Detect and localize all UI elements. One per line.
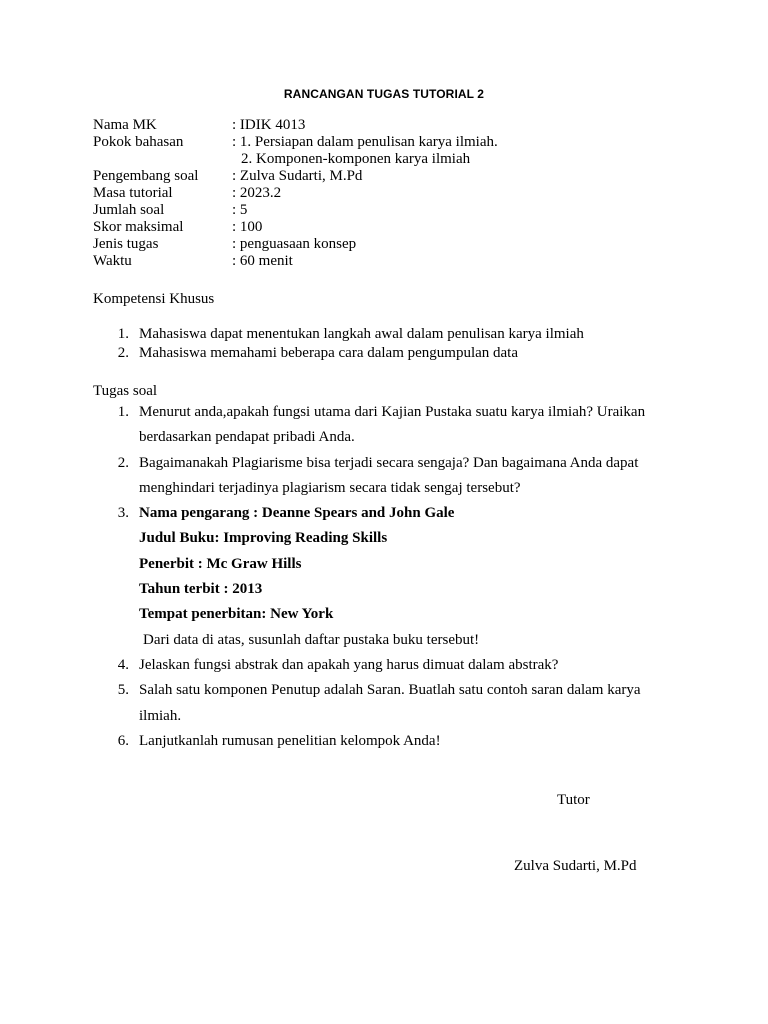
question-line: ilmiah. (139, 707, 182, 724)
question-number: 2. (117, 454, 129, 471)
info-label: Pokok bahasan (93, 134, 184, 150)
tugas-list (93, 400, 713, 754)
info-value: : 60 menit (232, 253, 293, 269)
book-title: Judul Buku: Improving Reading Skills (139, 530, 388, 547)
question-line: menghindari terjadinya plagiarism secara tidak sengaj tersebut? (139, 479, 521, 496)
book-author: Nama pengarang : Deanne Spears and John Gale (139, 505, 455, 522)
kompetensi-heading: Kompetensi Khusus (93, 291, 215, 307)
question-number: 3. (117, 505, 129, 522)
list-item-number: 2. (117, 345, 129, 361)
signature-label: Tutor (557, 792, 590, 808)
question-body (139, 501, 713, 653)
info-row-pokok-bahasan (93, 134, 693, 168)
question-line: Lanjutkanlah rumusan penelitian kelompok Anda! (139, 732, 441, 749)
question-item (93, 501, 713, 653)
info-row-jenis-tugas (93, 236, 693, 253)
question-line: Jelaskan fungsi abstrak dan apakah yang harus dimuat dalam abstrak? (139, 656, 559, 673)
question-item (93, 653, 713, 678)
signature-name: Zulva Sudarti, M.Pd (514, 858, 637, 874)
list-item (93, 325, 713, 344)
info-value: : Zulva Sudarti, M.Pd (232, 168, 363, 184)
info-row-nama-mk (93, 117, 693, 134)
info-label: Skor maksimal (93, 219, 184, 235)
list-item (93, 344, 713, 363)
info-value: : 100 (232, 219, 263, 235)
info-value-line: 2. Komponen-komponen karya ilmiah (241, 151, 471, 167)
info-label: Nama MK (93, 117, 157, 133)
info-label: Waktu (93, 253, 132, 269)
info-row-pengembang-soal (93, 168, 693, 185)
info-value: : 2023.2 (232, 185, 282, 201)
question-line: Salah satu komponen Penutup adalah Saran. Buatlah satu contoh saran dalam karya (139, 682, 641, 699)
info-value: : IDIK 4013 (232, 117, 306, 133)
course-info-table (93, 117, 693, 270)
info-value: : penguasaan konsep (232, 236, 357, 252)
question-line: Bagaimanakah Plagiarisme bisa terjadi secara sengaja? Dan bagaimana Anda dapat (139, 454, 639, 471)
list-item-text: Mahasiswa memahami beberapa cara dalam pengumpulan data (139, 345, 519, 361)
question-item (93, 451, 713, 502)
info-row-waktu (93, 253, 693, 270)
question-number: 4. (117, 656, 129, 673)
question-number: 5. (117, 682, 129, 699)
question-item (93, 678, 713, 729)
document-title: RANCANGAN TUGAS TUTORIAL 2 (283, 87, 485, 101)
question-body (139, 729, 713, 754)
question-line: Dari data di atas, susunlah daftar pustaka buku tersebut! (143, 631, 480, 648)
book-year: Tahun terbit : 2013 (139, 581, 263, 598)
list-item-text: Mahasiswa dapat menentukan langkah awal dalam penulisan karya ilmiah (139, 326, 584, 342)
tugas-heading: Tugas soal (93, 383, 158, 399)
question-item (93, 400, 713, 451)
info-label: Jenis tugas (93, 236, 159, 252)
info-label: Masa tutorial (93, 185, 173, 201)
info-value-line: : 1. Persiapan dalam penulisan karya ilmiah. (232, 134, 498, 150)
kompetensi-list (93, 325, 713, 363)
info-label: Pengembang soal (93, 168, 199, 184)
question-number: 1. (117, 404, 129, 420)
question-line: Menurut anda,apakah fungsi utama dari Kajian Pustaka suatu karya ilmiah? Uraikan (139, 404, 646, 420)
list-item-number: 1. (117, 326, 129, 342)
info-row-masa-tutorial (93, 185, 693, 202)
question-body (139, 451, 713, 502)
question-body (139, 653, 713, 678)
question-line: berdasarkan pendapat pribadi Anda. (139, 429, 355, 446)
book-publisher: Penerbit : Mc Graw Hills (139, 555, 302, 572)
info-value (232, 134, 693, 168)
question-number: 6. (117, 732, 129, 749)
book-place: Tempat penerbitan: New York (139, 606, 334, 623)
question-item (93, 729, 713, 754)
info-label: Jumlah soal (93, 202, 165, 218)
info-row-skor-maksimal (93, 219, 693, 236)
info-value: : 5 (232, 202, 248, 218)
question-body (139, 678, 713, 729)
info-row-jumlah-soal (93, 202, 693, 219)
question-body (139, 400, 713, 451)
